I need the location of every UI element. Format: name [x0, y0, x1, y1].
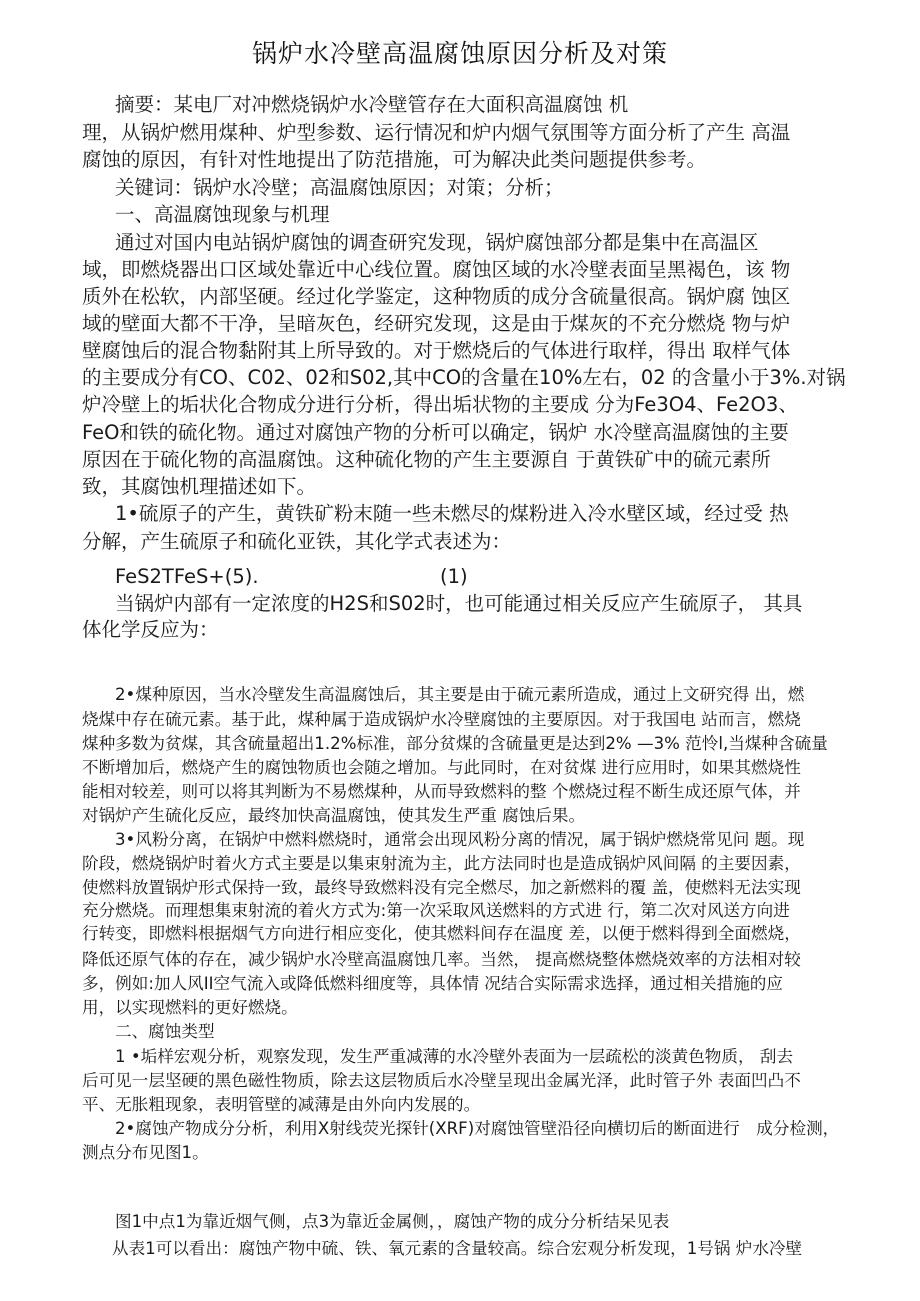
text-line: 致，其腐蚀机理描述如下。: [82, 475, 317, 498]
text-line: 2•腐蚀产物成分分析，利用X射线荧光探针(XRF)对腐蚀管壁沿径向横切后的断面进行 成分检测，: [115, 1119, 840, 1138]
formula-number: (1): [440, 565, 468, 588]
text-line: 降低还原气体的存在，减少锅炉水冷壁高温腐蚀几率。当然， 提高燃烧整体燃烧效率的方法相对较: [82, 950, 801, 969]
text-line: 1 •垢样宏观分析，观察发现，发生严重减薄的水冷壁外表面为一层疏松的淡黄色物质， 刮去: [115, 1047, 794, 1066]
text-line: 使燃料放置锅炉形式保持一致，最终导致燃料没有完全燃尽，加之新燃料的覆 盖，使燃料无法实现: [82, 878, 801, 897]
text-line: 能相对较差，则可以将其判断为不易燃煤种，从而导致燃料的整 个燃烧过程不断生成还原气体，并: [82, 782, 801, 801]
text-line: 腐蚀的原因，有针对性地提出了防范措施，可为解决此类问题提供参考。: [82, 148, 707, 171]
text-line: 3•风粉分离，在锅炉中燃料燃烧时，通常会出现风粉分离的情况，属于锅炉燃烧常见问 题。现: [115, 830, 805, 849]
text-line: 当锅炉内部有一定浓度的H2S和S02时，也可能通过相关反应产生硫原子， 其具: [115, 592, 803, 615]
text-line: 壁腐蚀后的混合物黏附其上所导致的。对于燃烧后的气体进行取样，得出 取样气体: [82, 339, 791, 362]
text-line: 质外在松软，内部坚硬。经过化学鉴定，这种物质的成分含硫量很高。锅炉腐 蚀区: [82, 285, 791, 308]
text-line: 理，从锅炉燃用煤种、炉型参数、运行情况和炉内烟气氛围等方面分析了产生 高温: [82, 121, 791, 144]
text-line: 2•煤种原因，当水冷壁发生高温腐蚀后，其主要是由于硫元素所造成，通过上文研究得 出，燃: [115, 685, 805, 704]
text-line: 1•硫原子的产生，黄铁矿粉末随一些未燃尽的煤粉进入冷水壁区域，经过受 热: [115, 502, 789, 525]
text-line: 后可见一层坚硬的黑色磁性物质，除去这层物质后水冷壁呈现出金属光泽，此时管子外 表面凹凸不: [82, 1071, 801, 1090]
section-heading: 一、高温腐蚀现象与机理: [115, 203, 330, 226]
text-line: 从表1可以看出：腐蚀产物中硫、铁、氧元素的含量较高。综合宏观分析发现，1号锅 炉水冷壁: [112, 1239, 803, 1258]
text-line: 测点分布见图1。: [82, 1143, 209, 1162]
text-line: 对锅炉产生硫化反应，最终加快高温腐蚀，使其发生严重 腐蚀后果。: [82, 806, 586, 825]
document-title: 锅炉水冷壁高温腐蚀原因分析及对策: [251, 39, 668, 68]
text-line: 摘要：某电厂对冲燃烧锅炉水冷壁管存在大面积高温腐蚀 机: [115, 93, 629, 116]
text-line: 煤种多数为贫煤，其含硫量超出1.2%标准，部分贫煤的含硫量更是达到2% —3% 范怜l,当煤种含硫量: [82, 734, 828, 753]
text-line: 图1中点1为靠近烟气侧，点3为靠近金属侧，，腐蚀产物的成分分析结呆见表: [115, 1212, 670, 1231]
text-line: 的主要成分有CO、C02、02和S02,其中CO的含量在10%左右，02 的含量小于3%.对锅: [82, 366, 846, 389]
text-line: 域，即燃烧器出口区域处靠近中心线位置。腐蚀区域的水冷壁表面呈黑褐色，该 物: [82, 258, 791, 281]
text-line: 充分燃烧。而理想集束射流的着火方式为:第一次采取风送燃料的方式进 行，第二次对风送方向进: [82, 901, 790, 920]
chemical-formula: FeS2TFeS+(5).: [115, 565, 259, 588]
section-heading: 二、腐蚀类型: [115, 1022, 215, 1041]
text-line: 平、无胀粗现象，表明管壁的减薄是由外向内发展的。: [82, 1095, 481, 1114]
text-line: 用，以实现燃料的更好燃烧。: [82, 998, 298, 1017]
text-line: 多，例如:加人风II空气流入或降低燃料细度等，具体情 况结合实际需求选择，通过相关措施的应: [82, 974, 783, 993]
text-line: 分解，产生硫原子和硫化亚铁，其化学式表述为：: [82, 530, 512, 553]
text-line: 阶段，燃烧锅炉时着火方式主要是以集束射流为主，此方法同时也是造成锅炉风间隔 的主要因素，: [82, 854, 801, 873]
text-line: 行转变，即燃料根据烟气方向进行相应变化，使其燃料间存在温度 差，以便于燃料得到全面燃烧，: [82, 924, 801, 943]
text-line: 体化学反应为：: [82, 618, 219, 641]
text-line: 域的壁面大都不干净，呈暗灰色，经研究发现，这是由于煤灰的不充分燃烧 物与炉: [82, 312, 791, 335]
text-line: 原因在于硫化物的高温腐蚀。这种硫化物的产生主要源自 于黄铁矿中的硫元素所: [82, 448, 771, 471]
text-line: 关键词：锅炉水冷壁；高温腐蚀原因；对策；分析；: [115, 176, 564, 199]
text-line: 不断增加后，燃烧产生的腐蚀物质也会随之增加。与此同时，在对贫煤 进行应用时，如果其燃烧性: [82, 758, 801, 777]
text-line: 通过对国内电站锅炉腐蚀的调查研究发现，锅炉腐蚀部分都是集中在高温区: [115, 231, 759, 254]
text-line: 烧煤中存在硫元素。基于此，煤种属于造成锅炉水冷壁腐蚀的主要原因。对于我国电 站而言，燃烧: [82, 710, 801, 729]
text-line: 炉冷壁上的垢状化合物成分进行分析，得出垢状物的主要成 分为Fe3O4、Fe2O3、: [82, 393, 798, 416]
text-line: FeO和铁的硫化物。通过对腐蚀产物的分析可以确定，锅炉 水冷壁高温腐蚀的主要: [82, 421, 789, 444]
